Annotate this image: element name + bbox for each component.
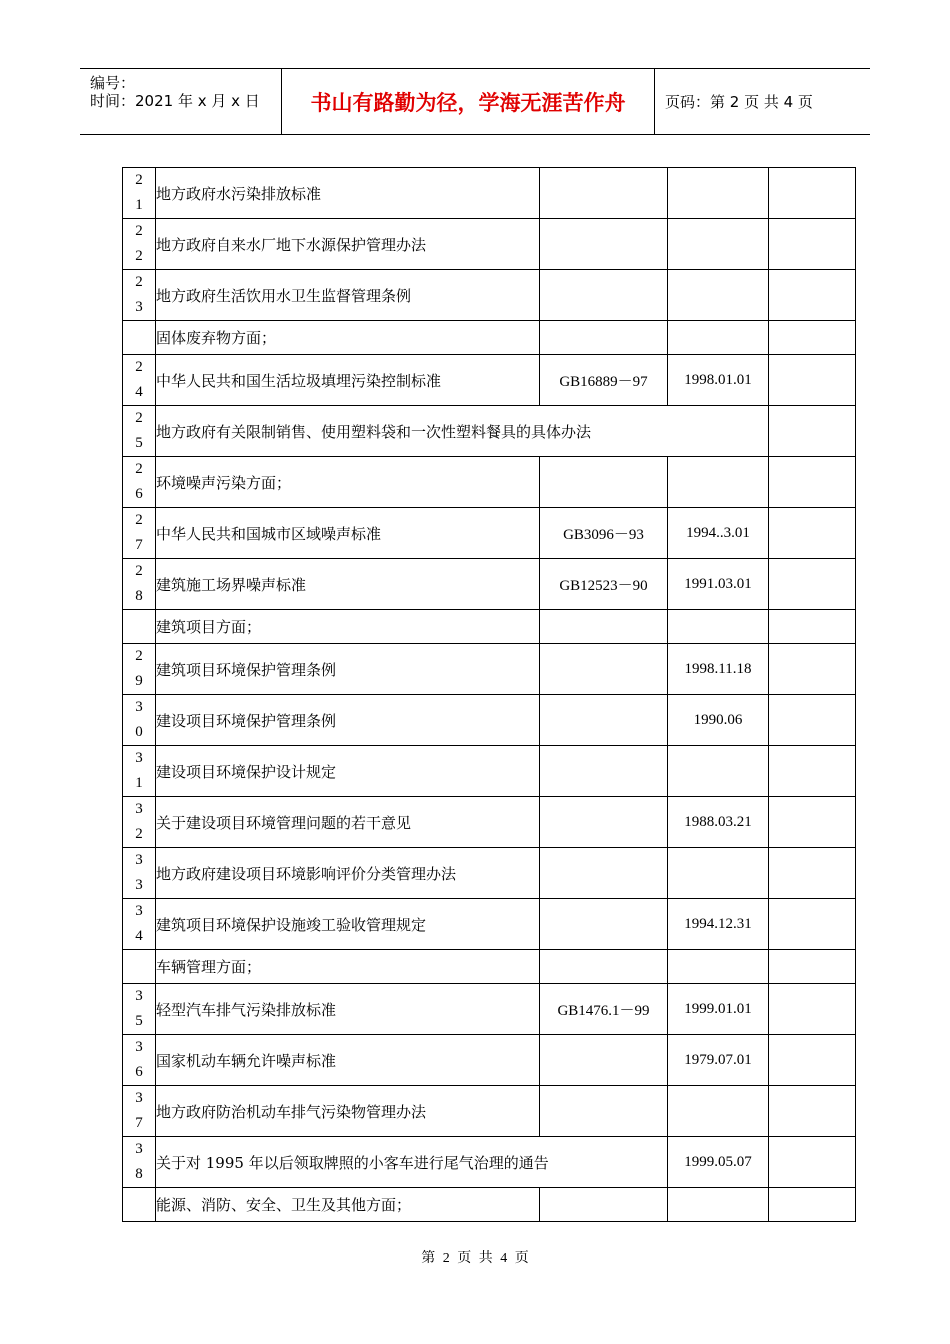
row-number: 31 (123, 746, 156, 797)
remarks-cell (769, 406, 856, 457)
regulation-name: 车辆管理方面； (156, 950, 540, 984)
standard-code (540, 1035, 668, 1086)
regulation-name: 中华人民共和国生活垃圾填埋污染控制标准 (156, 355, 540, 406)
effective-date (668, 848, 769, 899)
effective-date: 1990.06 (668, 695, 769, 746)
remarks-cell (769, 270, 856, 321)
row-number: 30 (123, 695, 156, 746)
row-number: 21 (123, 168, 156, 219)
regulation-name: 地方政府建设项目环境影响评价分类管理办法 (156, 848, 540, 899)
row-number: 25 (123, 406, 156, 457)
effective-date (668, 321, 769, 355)
table-row (123, 270, 856, 321)
standard-code: GB1476.1－99 (540, 984, 668, 1035)
standard-code (540, 321, 668, 355)
effective-date (668, 270, 769, 321)
effective-date: 1998.11.18 (668, 644, 769, 695)
table-row (123, 406, 856, 457)
regulation-name: 关于对 1995 年以后领取牌照的小客车进行尾气治理的通告 (156, 1137, 668, 1188)
remarks-cell (769, 610, 856, 644)
table-section-row (123, 950, 856, 984)
effective-date (668, 610, 769, 644)
row-number: 22 (123, 219, 156, 270)
table-row (123, 508, 856, 559)
effective-date: 1998.01.01 (668, 355, 769, 406)
row-number: 34 (123, 899, 156, 950)
effective-date: 1979.07.01 (668, 1035, 769, 1086)
regulations-table (122, 167, 856, 1222)
regulation-name: 关于建设项目环境管理问题的若干意见 (156, 797, 540, 848)
effective-date (668, 950, 769, 984)
table-section-row (123, 1188, 856, 1222)
standard-code (540, 219, 668, 270)
row-number: 24 (123, 355, 156, 406)
effective-date: 1991.03.01 (668, 559, 769, 610)
remarks-cell (769, 950, 856, 984)
standard-code: GB3096－93 (540, 508, 668, 559)
table-row (123, 1137, 856, 1188)
table-row (123, 457, 856, 508)
regulation-name: 建筑项目环境保护管理条例 (156, 644, 540, 695)
regulation-name: 建设项目环境保护管理条例 (156, 695, 540, 746)
remarks-cell (769, 1137, 856, 1188)
remarks-cell (769, 355, 856, 406)
header-motto: 书山有路勤为径，学海无涯苦作舟 (282, 69, 655, 134)
table-row (123, 984, 856, 1035)
effective-date (668, 219, 769, 270)
remarks-cell (769, 695, 856, 746)
table-row (123, 848, 856, 899)
standard-code (540, 746, 668, 797)
standard-code (540, 168, 668, 219)
effective-date (668, 168, 769, 219)
row-number: 26 (123, 457, 156, 508)
table-row (123, 746, 856, 797)
regulation-name: 中华人民共和国城市区域噪声标准 (156, 508, 540, 559)
regulation-name: 地方政府生活饮用水卫生监督管理条例 (156, 270, 540, 321)
effective-date: 1988.03.21 (668, 797, 769, 848)
row-number: 38 (123, 1137, 156, 1188)
regulation-name: 轻型汽车排气污染排放标准 (156, 984, 540, 1035)
effective-date: 1994.12.31 (668, 899, 769, 950)
row-number: 33 (123, 848, 156, 899)
table-row (123, 168, 856, 219)
table-row (123, 1035, 856, 1086)
remarks-cell (769, 219, 856, 270)
header-meta (80, 69, 282, 134)
table-row (123, 355, 856, 406)
table-row (123, 695, 856, 746)
standard-code (540, 270, 668, 321)
row-number (123, 1188, 156, 1222)
regulation-name: 建设项目环境保护设计规定 (156, 746, 540, 797)
row-number: 23 (123, 270, 156, 321)
row-number: 37 (123, 1086, 156, 1137)
page-footer: 第 2 页 共 4 页 (421, 1251, 529, 1266)
regulation-name: 环境噪声污染方面； (156, 457, 540, 508)
table-row (123, 644, 856, 695)
remarks-cell (769, 1086, 856, 1137)
row-number: 32 (123, 797, 156, 848)
row-number (123, 321, 156, 355)
regulation-name: 建筑项目方面； (156, 610, 540, 644)
regulation-name: 地方政府自来水厂地下水源保护管理办法 (156, 219, 540, 270)
table-row (123, 899, 856, 950)
page-header (80, 68, 870, 135)
effective-date: 1999.01.01 (668, 984, 769, 1035)
regulation-name: 地方政府水污染排放标准 (156, 168, 540, 219)
standard-code (540, 610, 668, 644)
standard-code (540, 848, 668, 899)
row-number (123, 610, 156, 644)
time-label: 时间：2021 年 x 月 x 日 (90, 92, 260, 110)
table-row (123, 219, 856, 270)
regulation-name: 地方政府防治机动车排气污染物管理办法 (156, 1086, 540, 1137)
remarks-cell (769, 457, 856, 508)
regulation-name: 建筑施工场界噪声标准 (156, 559, 540, 610)
row-number: 27 (123, 508, 156, 559)
effective-date: 1999.05.07 (668, 1137, 769, 1188)
regulation-name: 地方政府有关限制销售、使用塑料袋和一次性塑料餐具的具体办法 (156, 406, 769, 457)
standard-code (540, 797, 668, 848)
standard-code (540, 1086, 668, 1137)
table-section-row (123, 321, 856, 355)
standard-code: GB16889－97 (540, 355, 668, 406)
effective-date (668, 457, 769, 508)
remarks-cell (769, 1188, 856, 1222)
regulation-name: 国家机动车辆允许噪声标准 (156, 1035, 540, 1086)
standard-code (540, 644, 668, 695)
effective-date (668, 1086, 769, 1137)
remarks-cell (769, 899, 856, 950)
remarks-cell (769, 321, 856, 355)
remarks-cell (769, 848, 856, 899)
standard-code (540, 695, 668, 746)
remarks-cell (769, 984, 856, 1035)
remarks-cell (769, 559, 856, 610)
effective-date (668, 746, 769, 797)
regulation-name: 能源、消防、安全、卫生及其他方面； (156, 1188, 540, 1222)
row-number (123, 950, 156, 984)
row-number: 36 (123, 1035, 156, 1086)
table-row (123, 1086, 856, 1137)
remarks-cell (769, 1035, 856, 1086)
effective-date (668, 1188, 769, 1222)
regulation-name: 固体废弃物方面； (156, 321, 540, 355)
remarks-cell (769, 168, 856, 219)
table-section-row (123, 610, 856, 644)
remarks-cell (769, 746, 856, 797)
row-number: 29 (123, 644, 156, 695)
remarks-cell (769, 644, 856, 695)
row-number: 28 (123, 559, 156, 610)
row-number: 35 (123, 984, 156, 1035)
effective-date: 1994..3.01 (668, 508, 769, 559)
header-page-info: 页码：第 2 页 共 4 页 (665, 93, 813, 111)
standard-code (540, 1188, 668, 1222)
standard-code (540, 457, 668, 508)
table-row (123, 797, 856, 848)
remarks-cell (769, 797, 856, 848)
table-row (123, 559, 856, 610)
standard-code (540, 950, 668, 984)
remarks-cell (769, 508, 856, 559)
regulation-name: 建筑项目环境保护设施竣工验收管理规定 (156, 899, 540, 950)
number-label: 编号： (90, 74, 136, 92)
standard-code (540, 899, 668, 950)
standard-code: GB12523－90 (540, 559, 668, 610)
